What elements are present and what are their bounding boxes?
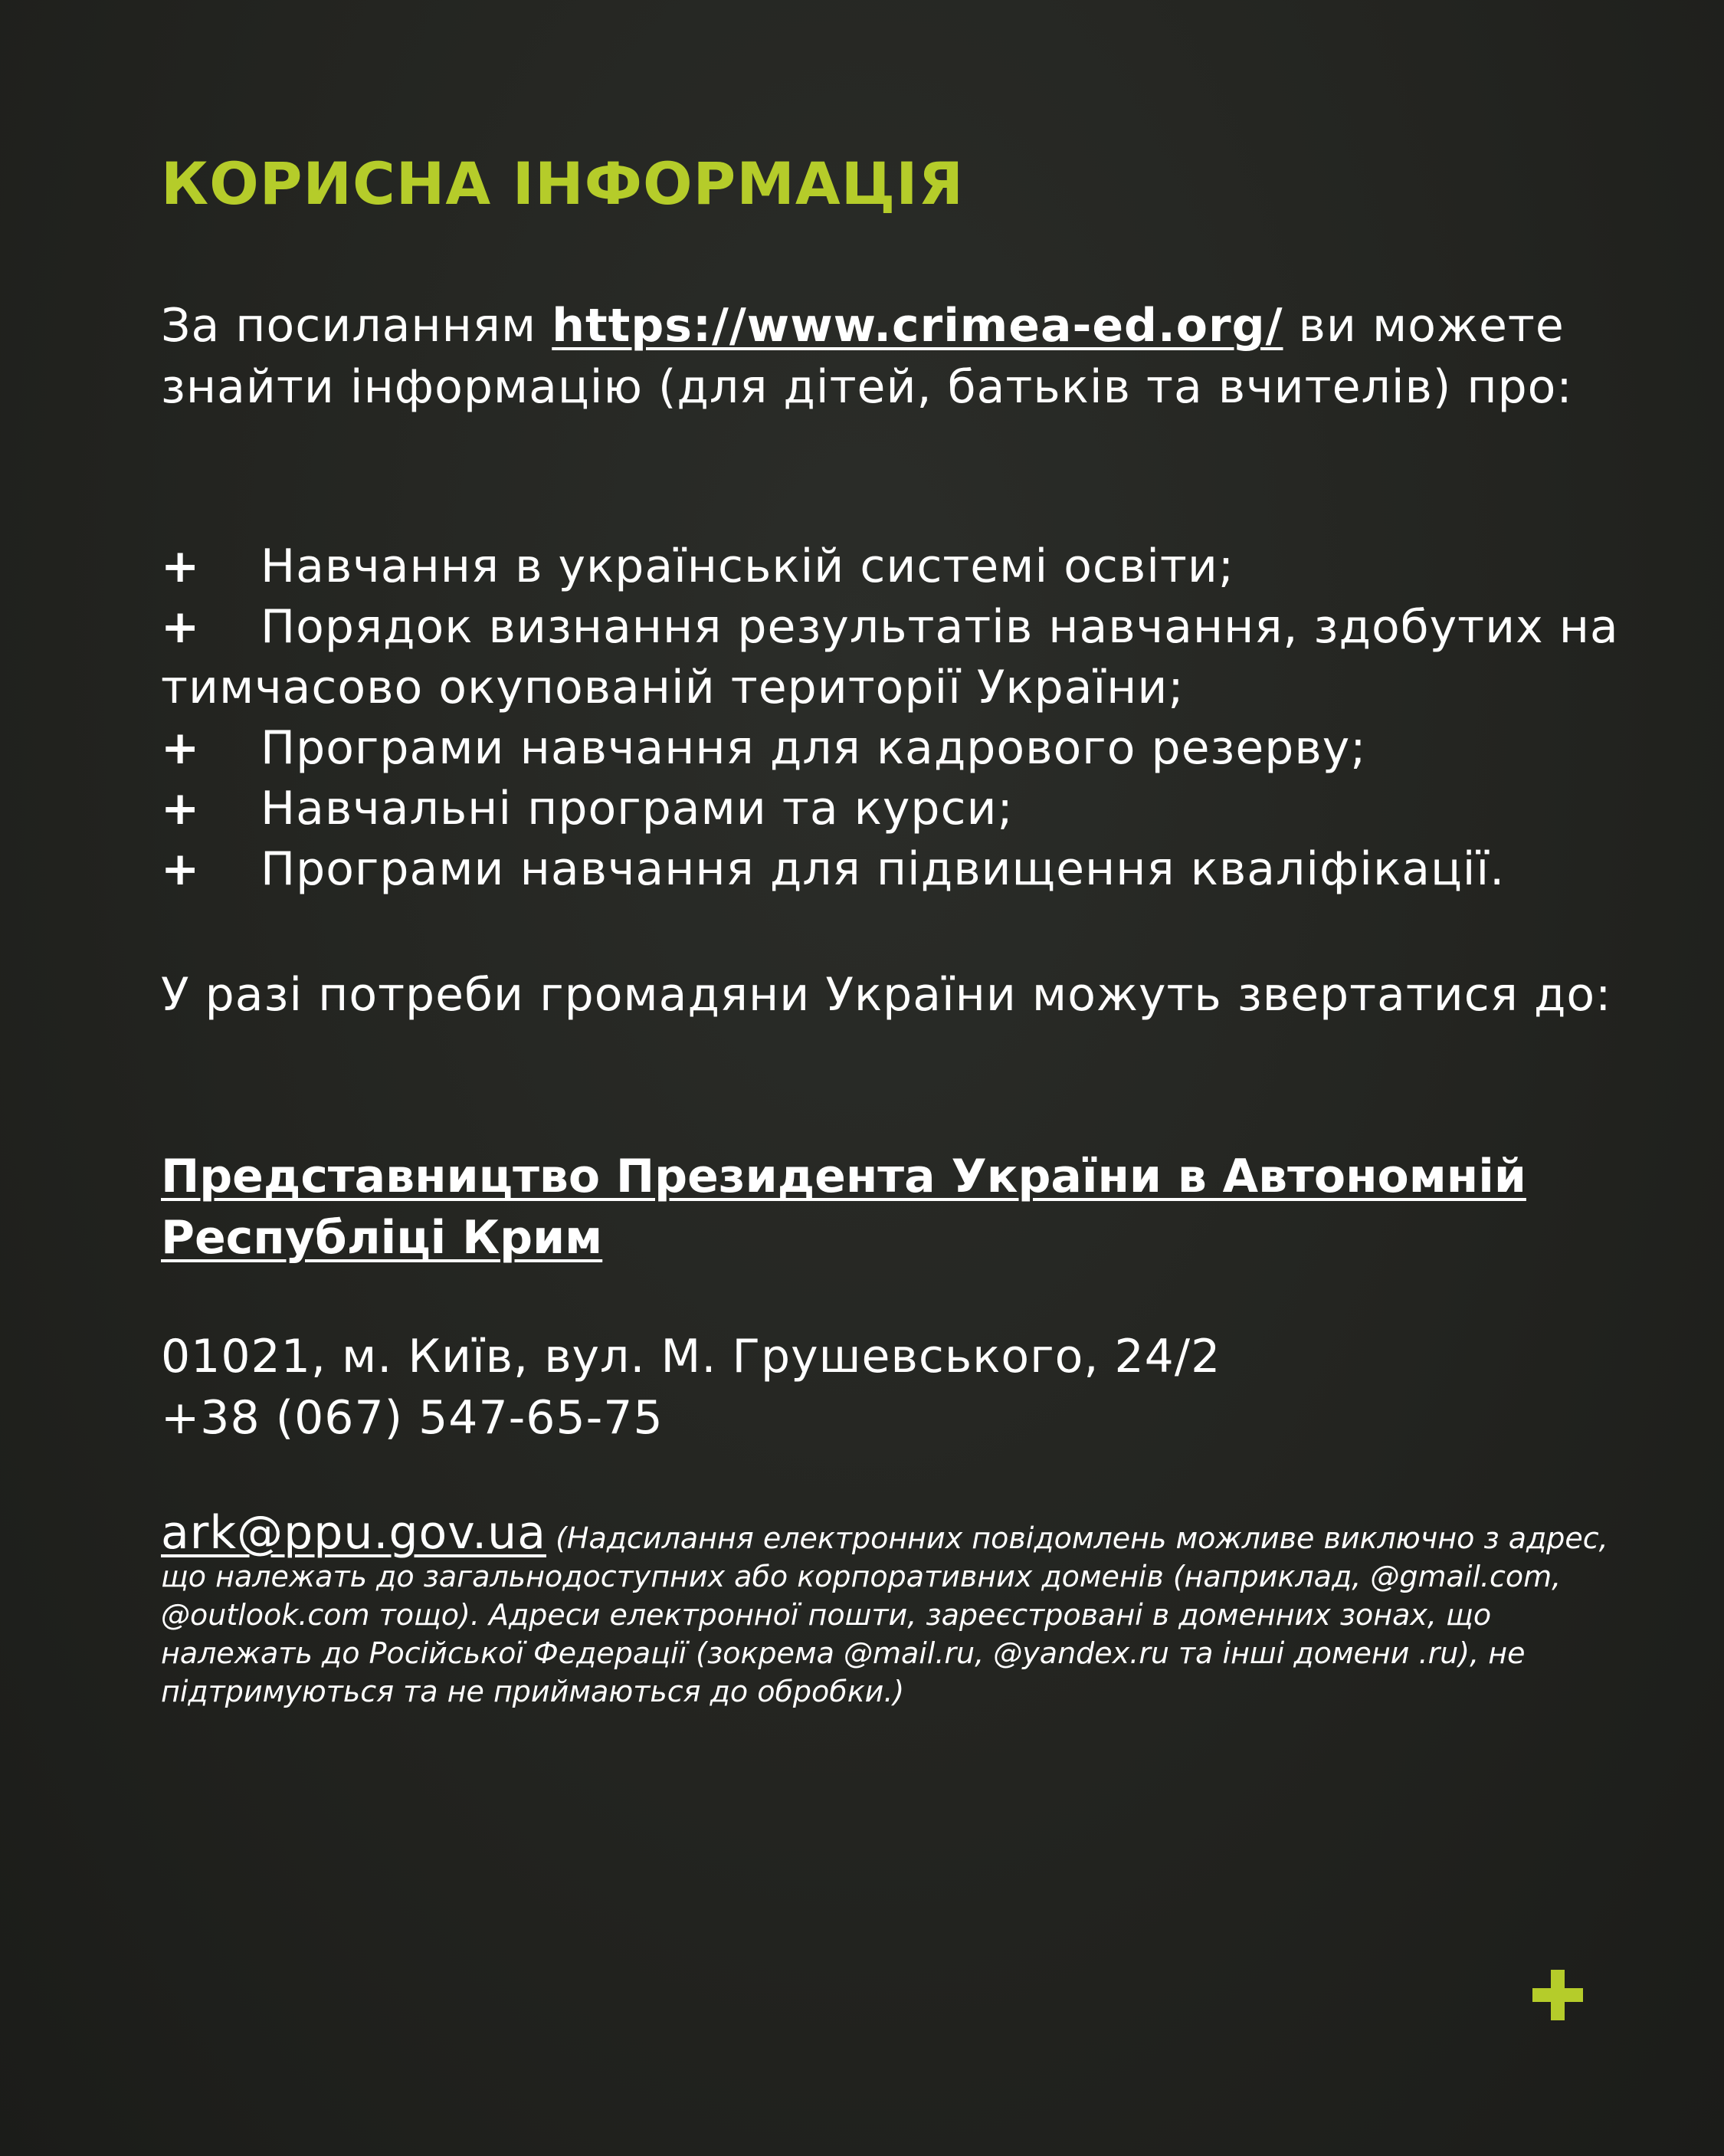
plus-bullet-icon: +	[161, 600, 201, 654]
representation-link[interactable]: Представництво Президента України в Автономній Республіці Крим	[161, 1150, 1526, 1265]
intro-text-after: ви можете знайти інформацію (для дітей, батьків та вчителів) про:	[161, 299, 1573, 414]
list-item	[161, 537, 1647, 597]
plus-bullet-icon: +	[161, 782, 201, 835]
request-paragraph: У разі потреби громадяни України можуть звертатися до:	[161, 968, 1612, 1022]
plus-bullet-icon: +	[161, 540, 201, 593]
list-item	[161, 839, 1647, 900]
plus-bullet-icon: +	[161, 721, 201, 775]
list-item-text: Порядок визнання результатів навчання, здобутих на тимчасово окупованій території України;	[161, 600, 1619, 714]
page-title: КОРИСНА ІНФОРМАЦІЯ	[161, 149, 965, 218]
list-item-text: Програми навчання для підвищення кваліфікації.	[261, 842, 1506, 896]
email-link[interactable]: ark@ppu.gov.ua	[161, 1506, 546, 1560]
list-item-text: Програми навчання для кадрового резерву;	[261, 721, 1367, 775]
email-note: (Надсилання електронних повідомлень можливе виключно з адрес, що належать до загальнодоступних або корпоративних доменів (наприклад, @gmail.com, @outlook.com тощо). Адреси електронної пошти, зареєстровані в доменних зонах, що належать до Російської Федерації (зокрема @mail.ru, @yandex.ru та інші домени .ru), не підтримуються та не приймаються до обробки.)	[161, 1521, 1608, 1708]
postal-address: 01021, м. Київ, вул. М. Грушевського, 24/2	[161, 1330, 1221, 1383]
intro-text-before: За посиланням	[161, 299, 552, 353]
address-block	[161, 1326, 1221, 1449]
list-item-text: Навчальні програми та курси;	[261, 782, 1014, 835]
phone-number: +38 (067) 547-65-75	[161, 1391, 664, 1445]
plus-icon	[1532, 1970, 1583, 2020]
list-item	[161, 597, 1647, 718]
plus-bullet-icon: +	[161, 842, 201, 896]
intro-paragraph	[161, 295, 1640, 418]
list-item	[161, 718, 1647, 779]
topics-list	[161, 537, 1647, 900]
email-block	[161, 1506, 1640, 1711]
list-item	[161, 779, 1647, 839]
contact-heading	[161, 1146, 1640, 1268]
list-item-text: Навчання в українській системі освіти;	[261, 540, 1235, 593]
crimea-ed-link[interactable]: https://www.crimea-ed.org/	[552, 299, 1283, 353]
